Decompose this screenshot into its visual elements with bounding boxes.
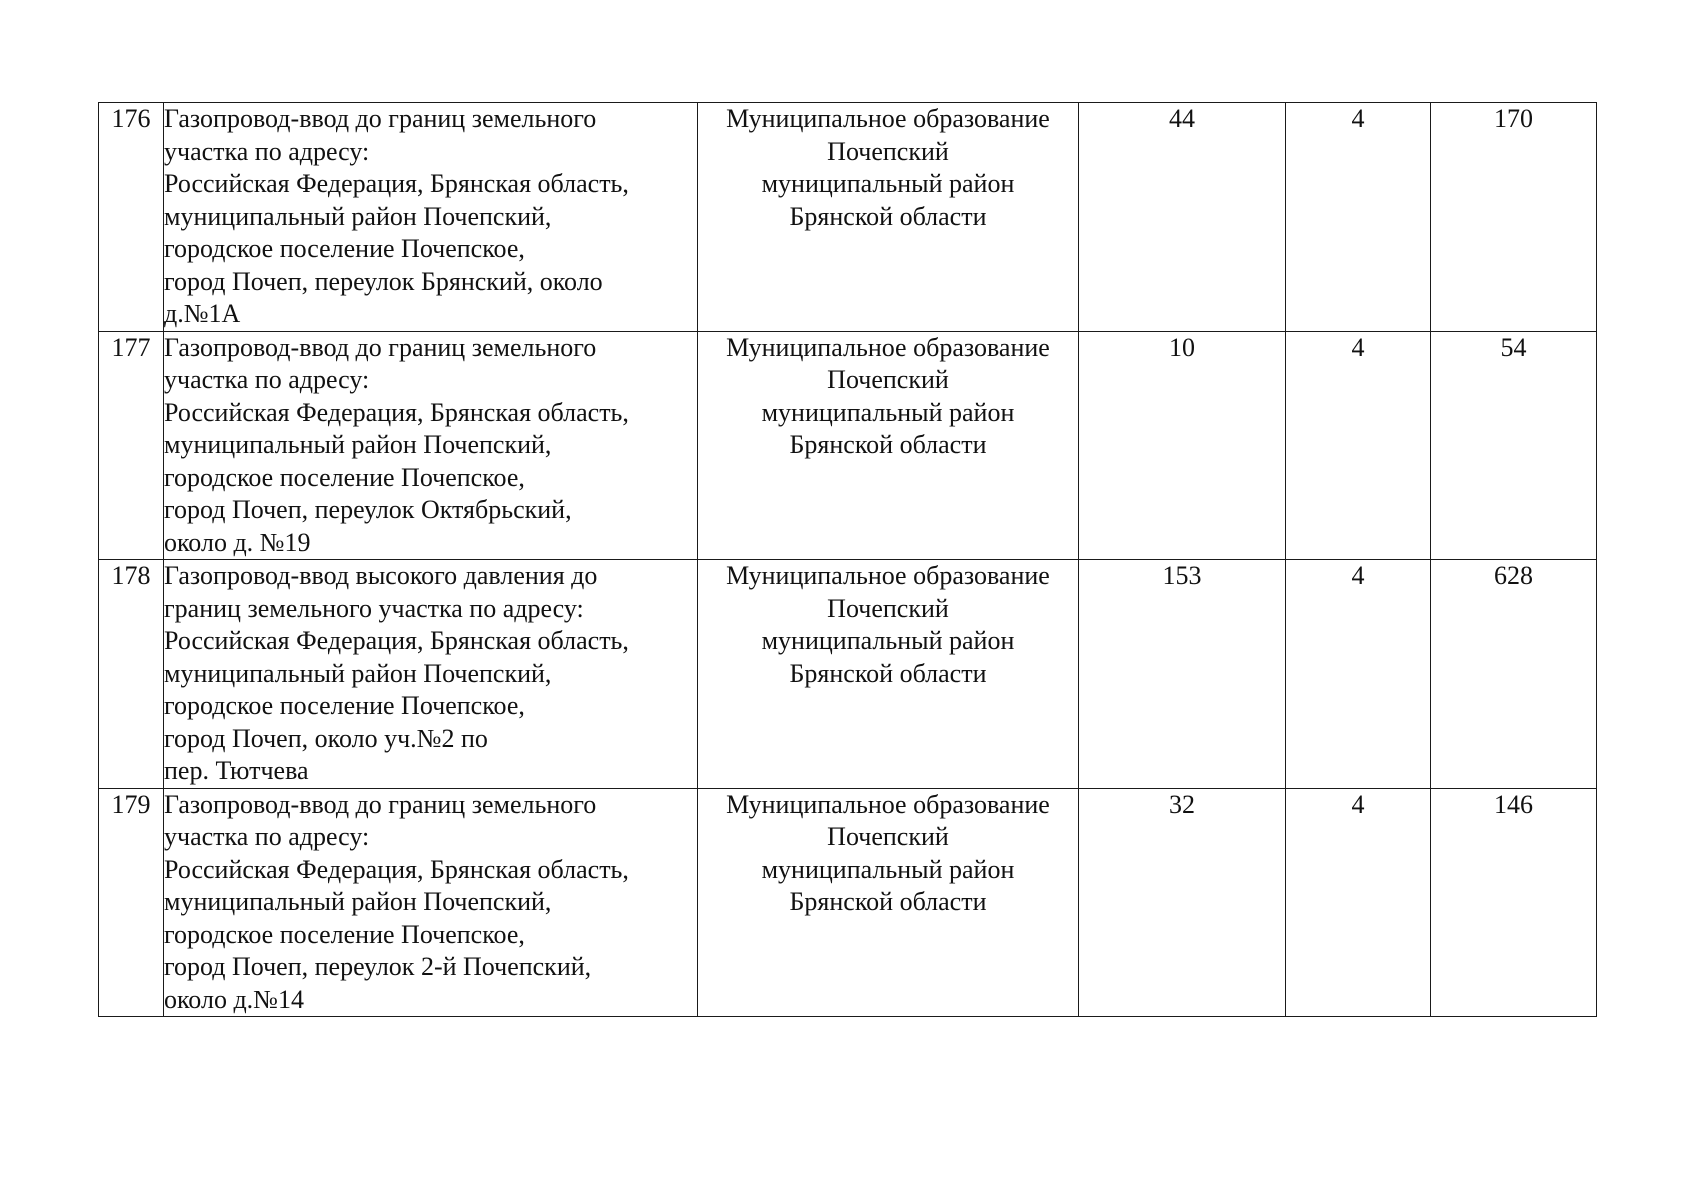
owner-line: Почепский xyxy=(827,365,949,394)
description-line: город Почеп, переулок Октябрьский, xyxy=(164,495,572,524)
table-row xyxy=(99,560,1597,789)
value-cell-col6: 54 xyxy=(1431,331,1597,560)
description-line: участка по адресу: xyxy=(164,822,370,851)
owner-line: Почепский xyxy=(827,593,949,623)
object-description xyxy=(164,788,698,1017)
table-row xyxy=(99,103,1597,332)
description-line: около д.№14 xyxy=(164,984,304,1014)
description-line: муниципальный район Почепский, xyxy=(164,887,552,916)
description-line: пер. Тютчева xyxy=(164,756,309,785)
description-line: границ земельного участка по адресу: xyxy=(164,593,584,623)
owner-line: Брянской области xyxy=(789,430,987,459)
description-line: городское поселение Почепское, xyxy=(164,691,525,720)
description-line: Газопровод-ввод высокого давления до xyxy=(164,561,598,590)
description-line: участка по адресу: xyxy=(164,136,370,166)
owner-line: муниципальный район xyxy=(761,626,1015,655)
value-cell-col5: 4 xyxy=(1286,103,1431,332)
value-cell-col4: 10 xyxy=(1079,331,1286,560)
table-body xyxy=(99,103,1597,1017)
description-line: д.№1А xyxy=(164,299,241,328)
table-row xyxy=(99,788,1597,1017)
value-cell-col5: 4 xyxy=(1286,331,1431,560)
object-description xyxy=(164,560,698,789)
owner-line: Брянской области xyxy=(789,658,987,688)
description-line: муниципальный район Почепский, xyxy=(164,430,552,459)
description-line: Российская Федерация, Брянская область, xyxy=(164,854,629,884)
value-cell-col4: 32 xyxy=(1079,788,1286,1017)
row-number: 177 xyxy=(99,331,164,560)
description-line: город Почеп, около уч.№2 по xyxy=(164,723,488,753)
description-line: городское поселение Почепское, xyxy=(164,462,525,492)
owner-line: Брянской области xyxy=(789,201,987,231)
value-cell-col5: 4 xyxy=(1286,788,1431,1017)
owner-cell xyxy=(698,788,1079,1017)
value-cell-col4: 44 xyxy=(1079,103,1286,332)
object-description xyxy=(164,331,698,560)
owner-line: муниципальный район xyxy=(761,397,1015,427)
value-cell-col5: 4 xyxy=(1286,560,1431,789)
description-line: город Почеп, переулок 2-й Почепский, xyxy=(164,952,592,981)
value-cell-col6: 628 xyxy=(1431,560,1597,789)
owner-line: Муниципальное образование xyxy=(726,789,1050,819)
description-line: Российская Федерация, Брянская область, xyxy=(164,397,629,427)
owner-line: Почепский xyxy=(827,822,949,851)
owner-line: Муниципальное образование xyxy=(726,561,1050,590)
description-line: город Почеп, переулок Брянский, около xyxy=(164,266,603,296)
description-line: Российская Федерация, Брянская область, xyxy=(164,626,629,655)
owner-line: Муниципальное образование xyxy=(726,332,1050,362)
row-number: 176 xyxy=(99,103,164,332)
gas-pipeline-registry-table xyxy=(98,102,1597,1017)
table-row xyxy=(99,331,1597,560)
owner-line: Почепский xyxy=(827,136,949,166)
value-cell-col4: 153 xyxy=(1079,560,1286,789)
description-line: Российская Федерация, Брянская область, xyxy=(164,169,629,198)
value-cell-col6: 146 xyxy=(1431,788,1597,1017)
description-line: Газопровод-ввод до границ земельного xyxy=(164,104,597,133)
description-line: около д. №19 xyxy=(164,527,311,557)
owner-line: муниципальный район xyxy=(761,169,1015,198)
row-number: 178 xyxy=(99,560,164,789)
description-line: участка по адресу: xyxy=(164,365,370,394)
object-description xyxy=(164,103,698,332)
owner-line: муниципальный район xyxy=(761,854,1015,884)
description-line: Газопровод-ввод до границ земельного xyxy=(164,789,597,819)
owner-line: Муниципальное образование xyxy=(726,104,1050,133)
description-line: муниципальный район Почепский, xyxy=(164,658,552,688)
description-line: городское поселение Почепское, xyxy=(164,919,525,949)
owner-cell xyxy=(698,331,1079,560)
owner-cell xyxy=(698,103,1079,332)
owner-cell xyxy=(698,560,1079,789)
owner-line: Брянской области xyxy=(789,887,987,916)
value-cell-col6: 170 xyxy=(1431,103,1597,332)
description-line: муниципальный район Почепский, xyxy=(164,201,552,231)
description-line: Газопровод-ввод до границ земельного xyxy=(164,332,597,362)
row-number: 179 xyxy=(99,788,164,1017)
description-line: городское поселение Почепское, xyxy=(164,234,525,263)
